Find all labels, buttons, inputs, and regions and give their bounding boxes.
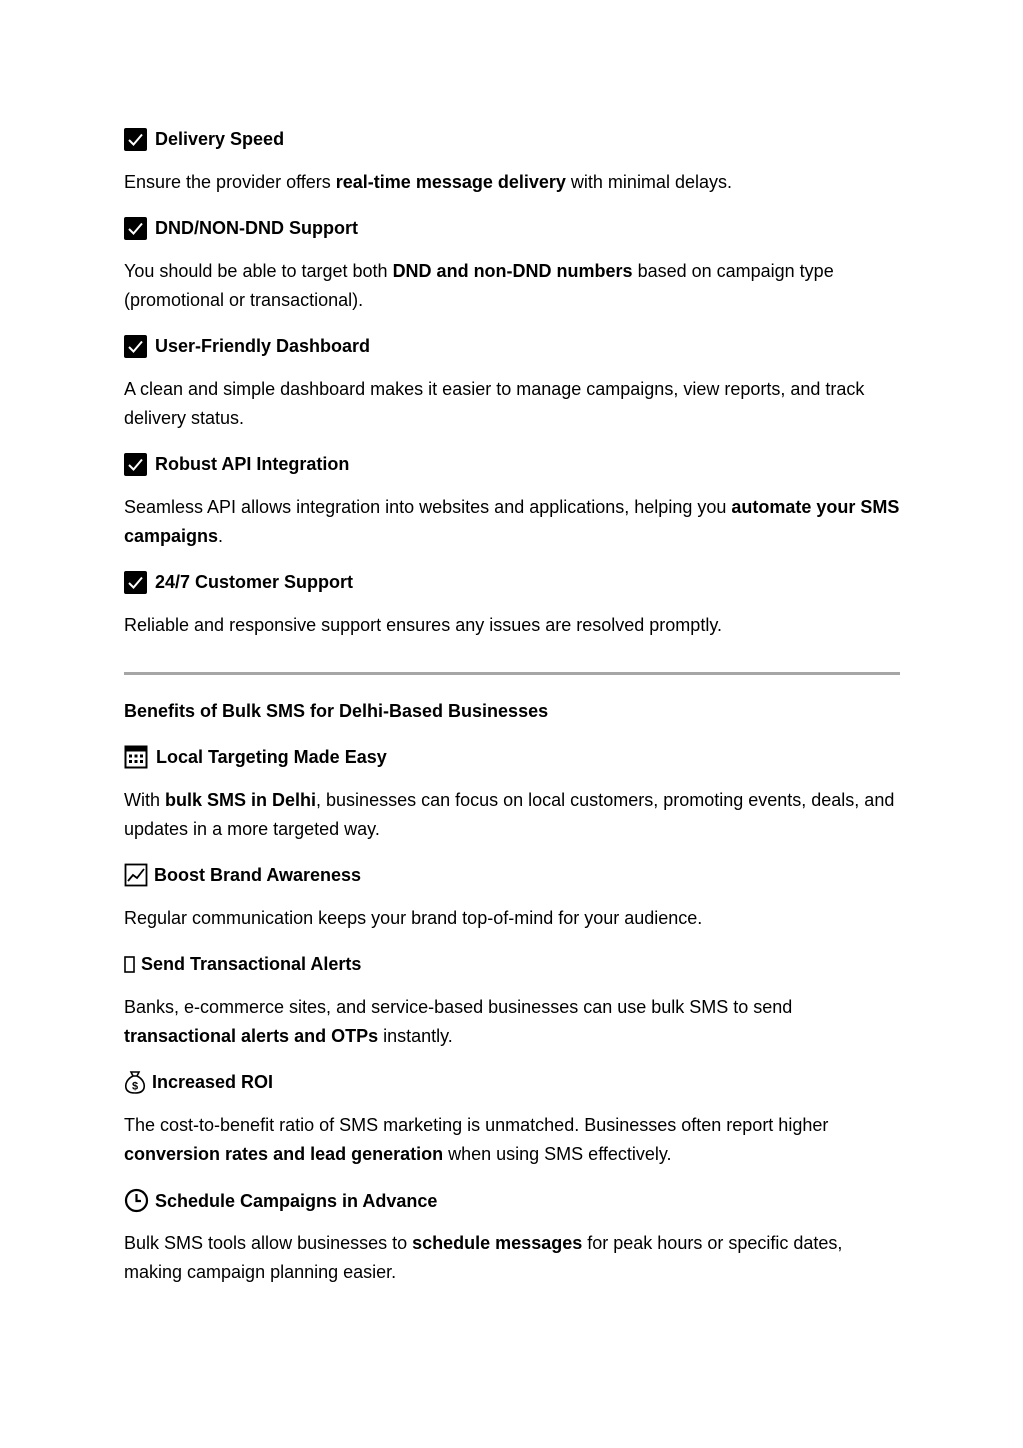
check-mark-icon xyxy=(124,335,147,358)
check-mark-icon xyxy=(124,453,147,476)
feature-title: 24/7 Customer Support xyxy=(155,572,354,592)
feature-title: DND/NON-DND Support xyxy=(155,218,358,238)
text-run: . xyxy=(218,526,224,546)
benefit-heading-brand-awareness xyxy=(124,863,361,887)
horizontal-divider xyxy=(124,672,900,675)
text-run: Seamless API allows integration into websites and applications, helping you xyxy=(124,497,732,517)
benefit-title: Increased ROI xyxy=(152,1072,274,1092)
benefit-title: Local Targeting Made Easy xyxy=(156,747,387,767)
benefit-title: Schedule Campaigns in Advance xyxy=(155,1190,438,1211)
feature-description xyxy=(124,611,900,640)
text-run: Banks, e-commerce sites, and service-based businesses can use bulk SMS to send xyxy=(124,997,793,1017)
check-mark-icon xyxy=(124,571,147,594)
money-bag-icon xyxy=(124,1070,146,1094)
benefit-description xyxy=(124,993,900,1051)
bold-text: transactional alerts and OTPs xyxy=(124,1026,379,1046)
feature-heading-delivery-speed xyxy=(124,127,284,151)
missing-glyph-icon xyxy=(124,956,135,973)
benefit-description xyxy=(124,1111,900,1169)
text-run: Ensure the provider offers xyxy=(124,172,336,192)
check-mark-icon xyxy=(124,217,147,240)
feature-heading-dnd-support xyxy=(124,216,358,240)
text-run: , businesses can focus on local customers, promoting events, deals, and updates in a more targeted way. xyxy=(124,790,895,839)
feature-heading-dashboard xyxy=(124,334,370,358)
feature-title: Robust API Integration xyxy=(155,454,350,474)
calendar-icon xyxy=(124,745,148,769)
benefit-description xyxy=(124,1229,900,1287)
benefit-heading-local-targeting xyxy=(124,745,387,769)
text-run: when using SMS effectively. xyxy=(443,1144,672,1164)
benefit-heading-roi xyxy=(124,1070,273,1094)
text-run: You should be able to target both xyxy=(124,261,393,281)
text-run: With xyxy=(124,790,166,810)
text-run: with minimal delays. xyxy=(565,172,732,192)
bold-text: DND and non-DND numbers xyxy=(392,261,633,281)
feature-description xyxy=(124,375,900,433)
chart-increasing-icon xyxy=(124,863,148,887)
benefit-description xyxy=(124,786,900,844)
feature-title: User-Friendly Dashboard xyxy=(155,336,371,356)
bold-text: conversion rates and lead generation xyxy=(124,1144,444,1164)
benefit-title: Boost Brand Awareness xyxy=(154,865,362,885)
text-run: for peak hours or specific dates, making campaign planning easier. xyxy=(124,1233,843,1282)
clock-icon xyxy=(124,1188,149,1213)
benefit-heading-transactional-alerts xyxy=(124,952,361,976)
bold-text: real-time message delivery xyxy=(335,172,566,192)
feature-title: Delivery Speed xyxy=(155,129,285,149)
feature-description xyxy=(124,493,900,551)
text-run: A clean and simple dashboard makes it easier to manage campaigns, view reports, and track delivery status. xyxy=(124,379,865,428)
text-run: Regular communication keeps your brand top-of-mind for your audience. xyxy=(124,908,703,928)
text-run: Reliable and responsive support ensures any issues are resolved promptly. xyxy=(124,615,722,635)
bold-text: bulk SMS in Delhi xyxy=(165,790,317,810)
benefit-title: Send Transactional Alerts xyxy=(141,954,362,974)
text-run: Bulk SMS tools allow businesses to xyxy=(124,1233,413,1253)
benefit-heading-schedule xyxy=(124,1188,437,1213)
check-mark-icon xyxy=(124,128,147,151)
section-title: Benefits of Bulk SMS for Delhi-Based Businesses xyxy=(124,701,549,721)
feature-description xyxy=(124,168,900,197)
feature-heading-support xyxy=(124,570,353,594)
bold-text: schedule messages xyxy=(412,1233,583,1253)
svg-text:$: $ xyxy=(131,1080,139,1093)
text-run: The cost-to-benefit ratio of SMS marketing is unmatched. Businesses often report higher xyxy=(124,1115,829,1135)
text-run: instantly. xyxy=(378,1026,453,1046)
benefit-description xyxy=(124,904,900,933)
text-run: based on campaign type (promotional or transactional). xyxy=(124,261,834,310)
feature-description xyxy=(124,257,900,315)
bold-text: automate your SMS campaigns xyxy=(124,497,900,546)
feature-heading-api xyxy=(124,452,349,476)
